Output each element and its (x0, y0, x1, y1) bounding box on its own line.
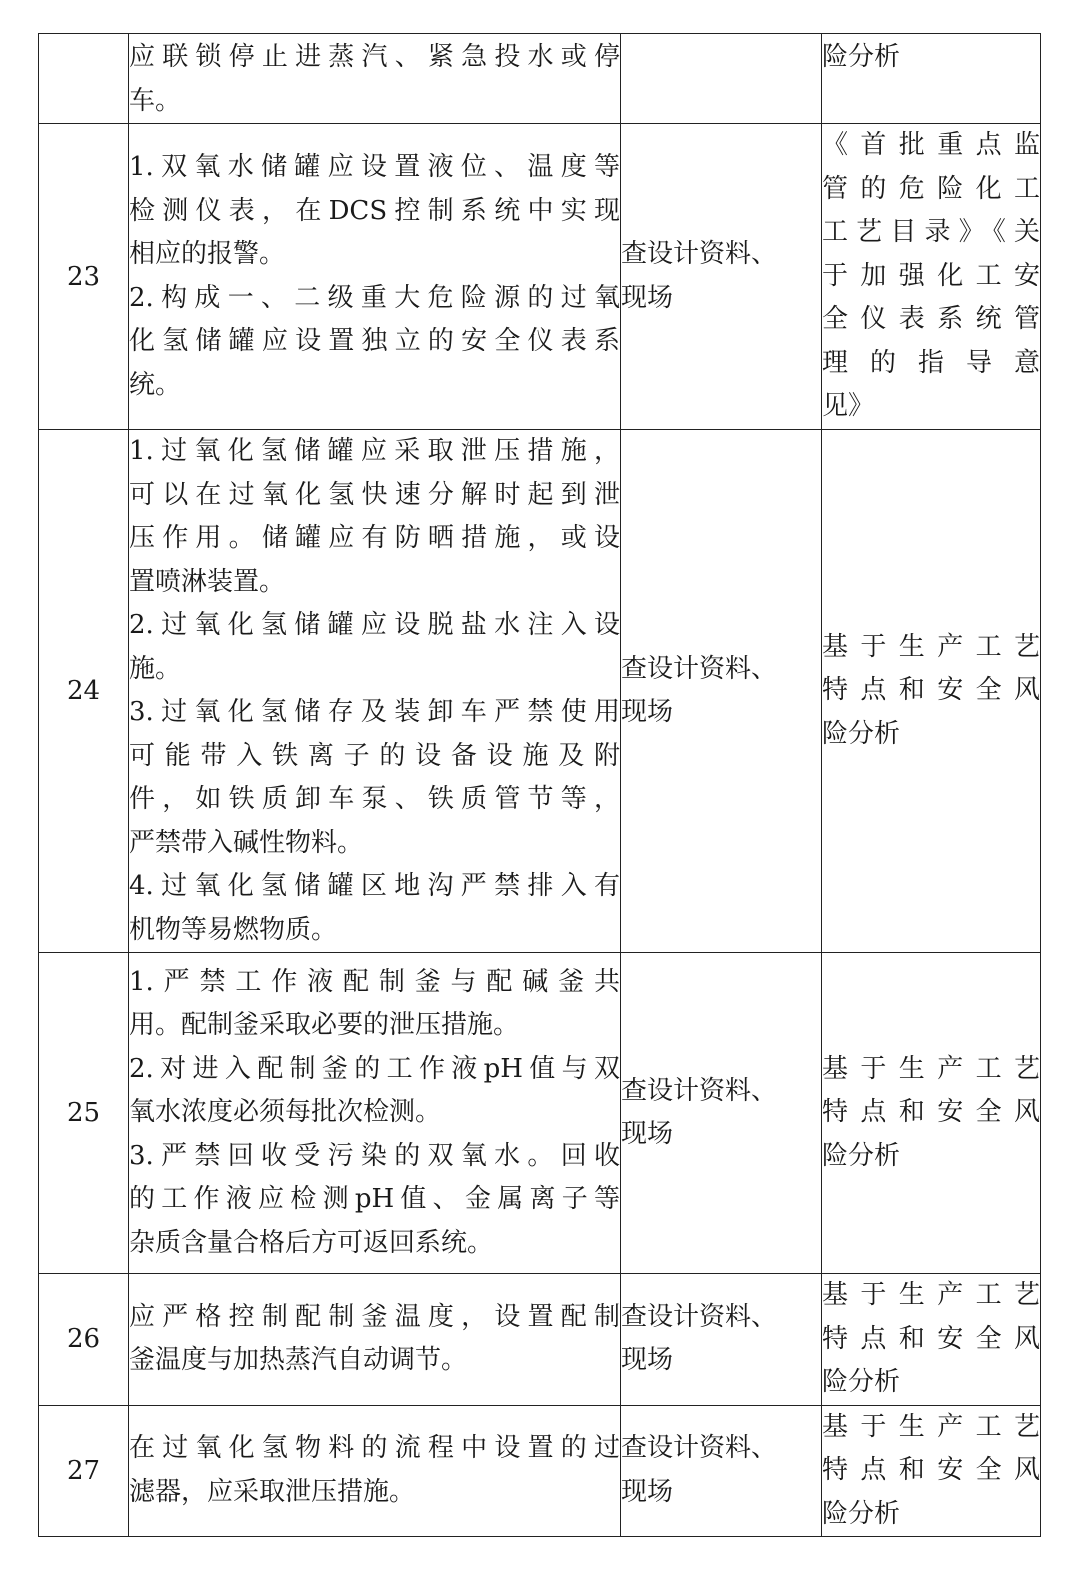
check-method-cell (621, 34, 822, 124)
basis-cell (822, 953, 1041, 1274)
text-line: 查设计资料、 (621, 239, 778, 269)
text-line: 查设计资料、 (621, 1075, 778, 1106)
text-line: 特点和安全风 (822, 675, 1040, 706)
text-line: 险分析 (822, 1498, 901, 1529)
table-row (39, 34, 1041, 124)
text-line: 查设计资料、 (621, 653, 778, 684)
text-line: 滤器，应采取泄压措施。 (129, 1476, 416, 1507)
text-line: 现场 (621, 697, 674, 727)
text-line: 特点和安全风 (822, 1455, 1040, 1485)
text-line: 险分析 (822, 1140, 901, 1171)
text-line: 基于生产工艺 (822, 1053, 1040, 1084)
table-row (39, 1274, 1041, 1406)
text-line: 于加强化工安 (822, 260, 1040, 291)
check-method-cell (621, 430, 822, 953)
text-line: 在过氧化氢物料的流程中设置的过 (129, 1433, 620, 1464)
item-number-cell: 27 (39, 1405, 129, 1537)
text-line: 4.过氧化氢储罐区地沟严禁排入有 (129, 871, 620, 901)
text-line: 的工作液应检测pH值、金属离子等 (129, 1184, 620, 1215)
text-line: 应严格控制配制釜温度，设置配制 (129, 1301, 620, 1332)
text-line: 险分析 (822, 42, 901, 72)
item-number-cell (39, 34, 129, 124)
text-line: 工艺目录》《关 (822, 217, 1040, 248)
text-line: 特点和安全风 (822, 1323, 1040, 1354)
text-line: 基于生产工艺 (822, 1280, 1040, 1310)
basis-cell (822, 124, 1041, 430)
table-row (39, 430, 1041, 953)
text-line: 3.过氧化氢储存及装卸车严禁使用 (129, 697, 620, 727)
basis-cell (822, 1405, 1041, 1537)
check-method-cell (621, 953, 822, 1274)
text-line: 机物等易燃物质。 (129, 914, 338, 945)
text-line: 3.严禁回收受污染的双氧水。回收 (129, 1140, 620, 1171)
check-method-cell (621, 124, 822, 430)
text-line: 管的危险化工 (822, 173, 1040, 204)
text-line: 险分析 (822, 718, 901, 749)
requirement-cell (129, 124, 621, 430)
basis-cell (822, 430, 1041, 953)
requirement-cell (129, 430, 621, 953)
text-line: 现场 (621, 1476, 674, 1507)
text-line: 2.构成一、二级重大危险源的过氧 (129, 282, 620, 313)
safety-requirements-table (38, 33, 1041, 1537)
text-line: 全仪表系统管 (822, 304, 1040, 335)
text-line: 可能带入铁离子的设备设施及附 (129, 740, 620, 771)
text-line: 可以在过氧化氢快速分解时起到泄 (129, 479, 620, 510)
item-number-cell: 26 (39, 1274, 129, 1406)
requirement-cell (129, 1274, 621, 1406)
text-line: 险分析 (822, 1367, 901, 1397)
text-line: 检测仪表，在DCS控制系统中实现 (129, 195, 620, 226)
item-number-cell: 25 (39, 953, 129, 1274)
text-line: 相应的报警。 (129, 239, 286, 269)
text-line: 化氢储罐应设置独立的安全仪表系 (129, 326, 620, 356)
text-line: 杂质含量合格后方可返回系统。 (129, 1227, 494, 1258)
check-method-cell (621, 1405, 822, 1537)
requirement-cell (129, 953, 621, 1274)
text-line: 现场 (621, 282, 674, 313)
text-line: 基于生产工艺 (822, 631, 1040, 662)
text-line: 1.严禁工作液配制釜与配碱釜共 (129, 966, 620, 997)
text-line: 1.双氧水储罐应设置液位、温度等 (129, 152, 620, 182)
table-row (39, 1405, 1041, 1537)
text-line: 压作用。储罐应有防晒措施，或设 (129, 523, 620, 553)
requirement-cell (129, 34, 621, 124)
table-row (39, 124, 1041, 430)
text-line: 釜温度与加热蒸汽自动调节。 (129, 1345, 468, 1376)
text-line: 1.过氧化氢储罐应采取泄压措施， (129, 436, 620, 466)
text-line: 应联锁停止进蒸汽、紧急投水或停 (129, 42, 620, 72)
text-line: 件，如铁质卸车泵、铁质管节等， (129, 784, 620, 814)
text-line: 见》 (822, 391, 875, 422)
text-line: 用。配制釜采取必要的泄压措施。 (129, 1010, 520, 1041)
text-line: 车。 (129, 85, 182, 116)
text-line: 置喷淋装置。 (129, 566, 286, 597)
text-line: 严禁带入碱性物料。 (129, 827, 364, 858)
text-line: 2.过氧化氢储罐应设脱盐水注入设 (129, 610, 620, 640)
text-line: 氧水浓度必须每批次检测。 (129, 1097, 442, 1128)
text-line: 特点和安全风 (822, 1097, 1040, 1128)
text-line: 现场 (621, 1119, 674, 1149)
text-line: 现场 (621, 1345, 674, 1376)
text-line: 查设计资料、 (621, 1433, 778, 1464)
requirement-cell (129, 1405, 621, 1537)
item-number-cell: 24 (39, 430, 129, 953)
text-line: 基于生产工艺 (822, 1411, 1040, 1442)
text-line: 理的指导意 (822, 347, 1040, 378)
table-row (39, 953, 1041, 1274)
basis-cell (822, 34, 1041, 124)
text-line: 查设计资料、 (621, 1301, 778, 1332)
item-number-cell: 23 (39, 124, 129, 430)
text-line: 施。 (129, 653, 182, 684)
basis-cell (822, 1274, 1041, 1406)
text-line: 统。 (129, 369, 182, 400)
text-line: 2.对进入配制釜的工作液pH值与双 (129, 1053, 620, 1084)
text-line: 《首批重点监 (822, 130, 1040, 161)
check-method-cell (621, 1274, 822, 1406)
